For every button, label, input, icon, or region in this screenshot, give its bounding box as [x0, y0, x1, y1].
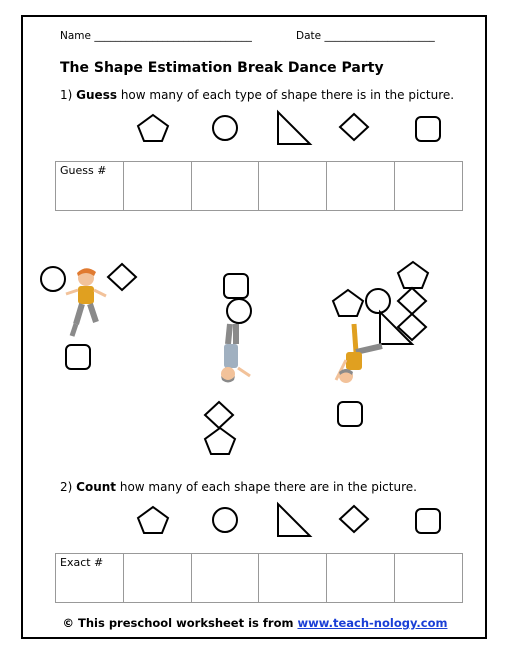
date-blank: _____________________ [324, 30, 435, 42]
date-label: Date [296, 30, 322, 42]
dancer-figure-1 [58, 264, 110, 344]
diamond-icon [338, 112, 370, 142]
guess-table [55, 161, 463, 211]
square-icon [414, 115, 442, 143]
dancer-figure-2 [210, 322, 254, 386]
pentagon-icon [203, 426, 237, 456]
square-icon [64, 343, 92, 371]
exact-cell-square[interactable] [395, 554, 463, 603]
exact-cell-pentagon[interactable] [123, 554, 191, 603]
square-icon [414, 507, 442, 535]
guess-row-label: Guess # [56, 162, 124, 211]
question-2-text: how many of each shape there are in the picture. [119, 480, 417, 494]
square-icon [336, 400, 364, 428]
exact-row-label: Exact # [56, 554, 124, 603]
triangle-icon [276, 502, 312, 538]
footer-text: © This preschool worksheet is from [62, 616, 294, 630]
question-2 [60, 480, 417, 494]
guess-cell-triangle[interactable] [259, 162, 327, 211]
exact-cell-triangle[interactable] [259, 554, 327, 603]
diamond-icon [106, 262, 138, 292]
exact-cell-diamond[interactable] [327, 554, 395, 603]
pentagon-icon [331, 288, 365, 318]
question-2-verb: Count [76, 480, 117, 494]
guess-cell-pentagon[interactable] [123, 162, 191, 211]
pentagon-icon [136, 113, 170, 143]
question-1-text: how many of each type of shape there is in the picture. [120, 88, 455, 102]
question-1 [60, 88, 454, 102]
pentagon-icon [136, 505, 170, 535]
diamond-icon [396, 312, 428, 342]
guess-cell-diamond[interactable] [327, 162, 395, 211]
circle-icon [210, 113, 240, 143]
footer-link[interactable]: www.teach-nology.com [297, 616, 448, 630]
dancer-figure-3 [332, 318, 392, 398]
footer [0, 616, 510, 630]
name-blank: ______________________________ [94, 30, 252, 42]
name-label: Name [60, 30, 91, 42]
triangle-icon [276, 110, 312, 146]
question-2-number: 2) [60, 480, 73, 494]
exact-table [55, 553, 463, 603]
question-1-verb: Guess [76, 88, 117, 102]
circle-icon [210, 505, 240, 535]
date-line[interactable] [296, 30, 435, 42]
guess-cell-square[interactable] [395, 162, 463, 211]
question-1-number: 1) [60, 88, 73, 102]
page-title: The Shape Estimation Break Dance Party [60, 60, 384, 76]
diamond-icon [338, 504, 370, 534]
guess-cell-circle[interactable] [191, 162, 259, 211]
name-line[interactable] [60, 30, 252, 42]
table-row [56, 162, 463, 211]
table-row [56, 554, 463, 603]
exact-cell-circle[interactable] [191, 554, 259, 603]
